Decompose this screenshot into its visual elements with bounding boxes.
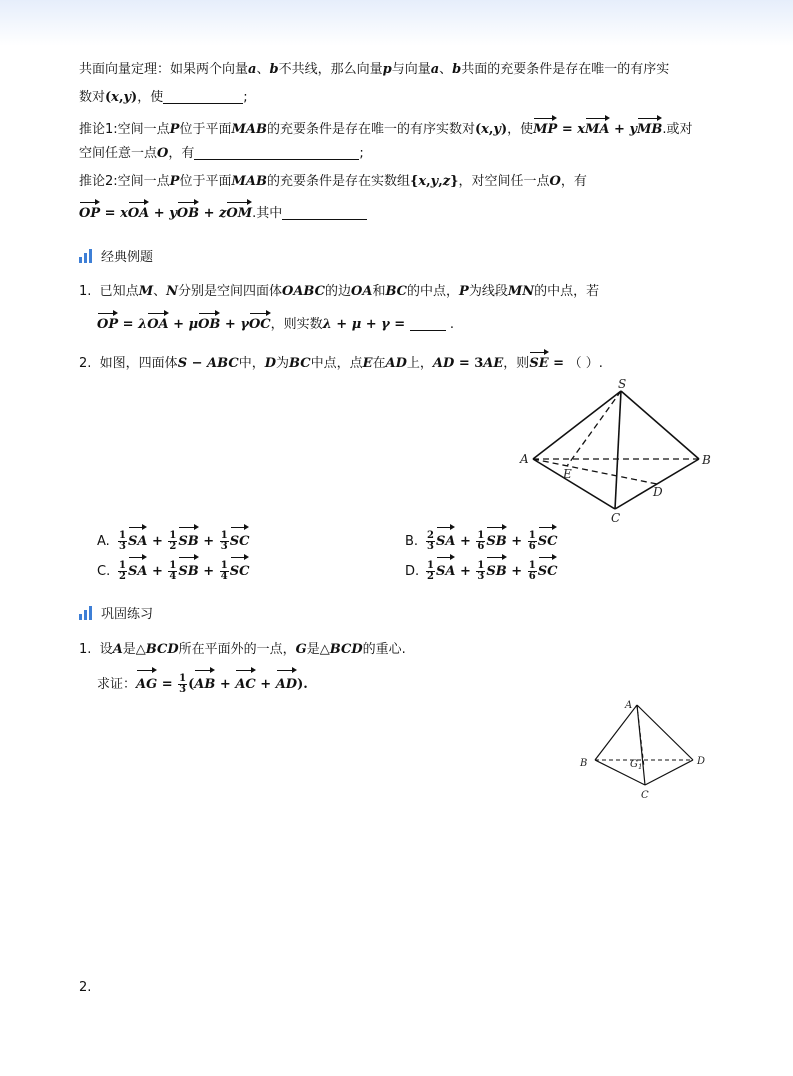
plus-sign: + — [147, 534, 168, 549]
math-BC2: BC — [289, 356, 311, 371]
corollary1-label: 推论1 — [79, 122, 114, 137]
pr1-text-b: 是 — [122, 642, 136, 657]
ex1-text-f: 为线段 — [468, 284, 508, 299]
option-coefficient: $\frac{1}{3}$ — [220, 530, 228, 552]
math-pair-xy: (x,y) — [105, 90, 138, 105]
option-coefficient: $\frac{1}{6}$ — [477, 530, 485, 552]
math-eq1: = x — [557, 122, 586, 137]
math-triangle-BCD: △BCD — [135, 642, 179, 657]
vec-SE: SE — [529, 350, 548, 374]
segment-AG — [637, 705, 644, 767]
math-plus6: + — [215, 677, 236, 692]
cor2-text2: 位于平面 — [179, 174, 232, 189]
option-c[interactable] — [97, 555, 249, 585]
ex2-text-f: 上， — [406, 356, 433, 371]
item-number: 1. — [79, 284, 92, 299]
plus-sign: + — [147, 564, 168, 579]
option-b[interactable] — [405, 525, 557, 555]
math-set-xyz: {x,y,z} — [409, 174, 459, 189]
vector-SC: SC — [230, 555, 250, 585]
option-label: A. — [97, 534, 110, 549]
vec-OA: OA — [128, 200, 149, 224]
ex1-text-c: 的边 — [325, 284, 352, 299]
math-plus4: + μ — [168, 317, 199, 332]
vec-OA2: OA — [147, 311, 168, 335]
option-label: B. — [405, 534, 419, 549]
option-coefficient: $\frac{1}{2}$ — [169, 530, 177, 552]
math-plus5: + γ — [220, 317, 249, 332]
math-AD: AD — [385, 356, 407, 371]
math-D: D — [264, 356, 276, 371]
vector-SA: SA — [436, 555, 455, 585]
math-MAB2: MAB — [231, 174, 267, 189]
math-N: N — [166, 284, 178, 299]
edge-AC — [637, 705, 645, 785]
vec-OB: OB — [177, 200, 199, 224]
vec-MB: MB — [637, 116, 662, 140]
plus-sign: + — [506, 534, 527, 549]
label-S: S — [618, 377, 627, 391]
label-C: C — [641, 790, 649, 801]
edge-AD — [637, 705, 693, 760]
vector-SC: SC — [538, 525, 558, 555]
math-plus3: + z — [199, 206, 227, 221]
coplanar-theorem-line2 — [79, 88, 248, 108]
math-plus1: + y — [609, 122, 638, 137]
label-C: C — [611, 511, 621, 525]
cor1-line2-b: ，有 — [168, 146, 195, 161]
vec-OB2: OB — [198, 311, 220, 335]
math-paren-open: ( — [188, 677, 195, 692]
practice2-line — [79, 978, 91, 998]
cor2-text5: ，有 — [560, 174, 587, 189]
ex1-text-b: 分别是空间四面体 — [177, 284, 282, 299]
label-D: D — [653, 485, 663, 499]
option-coefficient: $\frac{1}{2}$ — [427, 560, 434, 582]
ex2-text-b: 中， — [238, 356, 265, 371]
plus-sign: + — [198, 564, 219, 579]
plus-sign: + — [198, 534, 219, 549]
label-D: D — [697, 756, 706, 767]
practice1-proof — [97, 668, 308, 698]
ex2-text-h: （ ）. — [568, 356, 603, 371]
math-eq5: = — [157, 677, 178, 692]
cor2-text4: ，对空间任一点 — [458, 174, 550, 189]
ex2-text-e: 在 — [372, 356, 386, 371]
vec-MA: MA — [585, 116, 609, 140]
label-A: A — [520, 452, 529, 466]
math-P3: P — [459, 284, 469, 299]
vec-OC: OC — [249, 311, 271, 335]
option-label: C. — [97, 564, 111, 579]
label-G-subscript: 1 — [638, 763, 643, 771]
coplanar-label: 共面向量定理 — [79, 62, 158, 77]
cor1-line2-c: ; — [359, 146, 364, 161]
ex1-line2-c: . — [449, 317, 454, 332]
option-coefficient: $\frac{1}{2}$ — [119, 560, 126, 582]
math-eq3: = λ — [118, 317, 148, 332]
option-coefficient: $\frac{1}{4}$ — [220, 560, 228, 582]
vector-SB: SB — [486, 525, 506, 555]
segment-SE — [567, 391, 621, 466]
math-a2: a — [430, 62, 440, 77]
edge-SC — [615, 391, 621, 509]
plus-sign: + — [455, 534, 476, 549]
tetrahedron-abcd-figure — [575, 695, 715, 805]
fraction-one-third: $\frac{1}{3}$ — [179, 673, 187, 695]
option-coefficient: $\frac{1}{3}$ — [119, 530, 126, 552]
math-MAB: MAB — [231, 122, 267, 137]
label-A: A — [625, 700, 633, 711]
coplanar-text: ：如果两个向量 — [157, 62, 249, 77]
coplanar-line2-c: ; — [243, 90, 248, 105]
corollary1-line2 — [79, 144, 364, 164]
segment-AD — [533, 459, 657, 484]
ex1-text-e: 的中点， — [407, 284, 460, 299]
option-coefficient: $\frac{1}{4}$ — [169, 560, 177, 582]
coplanar-line2-b: ，使 — [137, 90, 164, 105]
math-O2: O — [549, 174, 561, 189]
option-coefficient: $\frac{2}{3}$ — [427, 530, 434, 552]
pr1-text-a: 设 — [99, 642, 113, 657]
math-p: p — [382, 62, 392, 77]
coplanar-text4: 共面的充要条件是存在唯一的有序实 — [461, 62, 670, 77]
option-coefficient: $\frac{1}{6}$ — [528, 560, 536, 582]
vector-SC: SC — [230, 525, 250, 555]
edge-AB — [595, 705, 637, 760]
cor1-text4: ，使 — [507, 122, 534, 137]
coplanar-text3: 与向量 — [391, 62, 431, 77]
vector-SC: SC — [538, 555, 558, 585]
vector-SA: SA — [128, 555, 147, 585]
math-paren-close: ). — [297, 677, 308, 692]
plus-sign: + — [506, 564, 527, 579]
math-plus2: + y — [149, 206, 177, 221]
ex2-text-d: 中点，点 — [310, 356, 363, 371]
vec-OP2: OP — [97, 311, 118, 335]
edge-SB — [621, 391, 699, 459]
ex1-text-a: 已知点 — [99, 284, 139, 299]
math-b2: b — [452, 62, 462, 77]
vec-OP: OP — [79, 200, 100, 224]
tetrahedron-figure — [515, 375, 715, 525]
label-E: E — [563, 467, 572, 481]
math-AD3AE: AD = 3AE — [432, 356, 504, 371]
option-d[interactable] — [405, 555, 557, 585]
vector-SA: SA — [128, 525, 147, 555]
practice1-line1 — [79, 640, 406, 660]
math-BC: BC — [385, 284, 408, 299]
math-lmg: λ + μ + γ = — [322, 317, 410, 332]
coplanar-text2: 不共线，那么向量 — [278, 62, 383, 77]
math-triangle-BCD2: △BCD — [319, 642, 363, 657]
math-eq4: = — [548, 356, 569, 371]
corollary2-line1 — [79, 172, 587, 192]
section-heading-practice — [79, 603, 153, 622]
math-A: A — [112, 642, 123, 657]
math-G: G — [295, 642, 307, 657]
vec-AC: AC — [235, 668, 255, 698]
option-label: D. — [405, 564, 420, 579]
vec-AD: AD — [276, 668, 297, 698]
answer-blank[interactable] — [282, 205, 367, 220]
coplanar-theorem-line1: 共面向量定理：如果两个向量a、b不共线，那么向量p与向量a、b共面的充要条件是存在唯一的有序实 — [79, 62, 670, 77]
cor2-text3: 的充要条件是存在实数组 — [266, 174, 410, 189]
ex2-text-c: 为 — [275, 356, 289, 371]
vec-OM: OM — [226, 200, 252, 224]
item-number: 2. — [79, 356, 92, 371]
section-heading-examples — [79, 246, 153, 265]
math-P2: P — [169, 174, 180, 189]
cor2-text: :空间一点 — [113, 174, 170, 189]
corollary2-line2 — [79, 200, 367, 224]
vector-SB: SB — [178, 525, 198, 555]
vec-MP: MP — [533, 116, 557, 140]
vec-AG: AG — [136, 668, 157, 698]
coplanar-line2-a: 数对 — [79, 90, 106, 105]
cor1-text2: 位于平面 — [179, 122, 232, 137]
ex1-text-d: 和 — [372, 284, 386, 299]
cor1-line2-a: 空间任意一点 — [79, 146, 158, 161]
edge-AC — [533, 459, 615, 509]
example1-line1: 1. 已知点M、N分别是空间四面体OABC的边OA和BC的中点，P为线段MN的中点，若 — [79, 284, 600, 299]
cor2-line2-b: .其中 — [252, 206, 283, 221]
label-B: B — [580, 758, 588, 769]
pr1-text-d: 是 — [306, 642, 320, 657]
plus-sign: + — [455, 564, 476, 579]
ex2-text-g: ，则 — [503, 356, 530, 371]
label-B: B — [702, 453, 711, 467]
cor1-text5: .或对 — [662, 122, 693, 137]
edge-CD — [645, 760, 693, 785]
vector-SB: SB — [178, 555, 198, 585]
vector-SA: SA — [436, 525, 455, 555]
math-MN2: MN — [507, 284, 535, 299]
math-E: E — [362, 356, 373, 371]
math-SABC: S − ABC — [177, 356, 239, 371]
math-MN: M — [138, 284, 154, 299]
math-O: O — [157, 146, 169, 161]
page-header-band — [0, 0, 793, 46]
answer-blank[interactable] — [410, 316, 446, 331]
math-b: b — [269, 62, 279, 77]
item-number: 1. — [79, 642, 92, 657]
proof-label: 求证： — [97, 677, 137, 692]
math-plus7: + — [255, 677, 276, 692]
answer-blank[interactable] — [194, 145, 359, 160]
example2-line1 — [79, 350, 603, 374]
section-title: 巩固练习 — [101, 607, 154, 622]
pr1-text-c: 所在平面外的一点， — [178, 642, 296, 657]
cor1-text3: 的充要条件是存在唯一的有序实数对 — [266, 122, 475, 137]
ex2-text-a: 如图，四面体 — [99, 356, 178, 371]
edge-SA — [533, 391, 621, 459]
option-a[interactable] — [97, 525, 249, 555]
bar-chart-icon — [79, 606, 92, 620]
vector-SB: SB — [486, 555, 506, 585]
item-number: 2. — [79, 980, 92, 995]
math-OA: OA — [351, 284, 373, 299]
math-pair-xy2: (x,y) — [474, 122, 508, 137]
section-title: 经典例题 — [101, 250, 154, 265]
math-eq2: = x — [100, 206, 128, 221]
label-G: G — [630, 759, 638, 770]
example1-line2 — [97, 311, 454, 335]
ex1-line2-b: ，则实数 — [270, 317, 323, 332]
math-OABC: OABC — [282, 284, 325, 299]
ex1-text-g: 的中点，若 — [534, 284, 600, 299]
math-P: P — [169, 122, 180, 137]
vec-AB: AB — [194, 668, 215, 698]
cor1-text: :空间一点 — [113, 122, 170, 137]
math-a: a — [248, 62, 257, 77]
pr1-text-e: 的重心. — [362, 642, 406, 657]
option-coefficient: $\frac{1}{6}$ — [528, 530, 536, 552]
answer-blank[interactable] — [163, 89, 243, 104]
option-coefficient: $\frac{1}{3}$ — [477, 560, 485, 582]
corollary2-label: 推论2 — [79, 174, 114, 189]
bar-chart-icon — [79, 249, 92, 263]
corollary1-line1 — [79, 116, 693, 140]
